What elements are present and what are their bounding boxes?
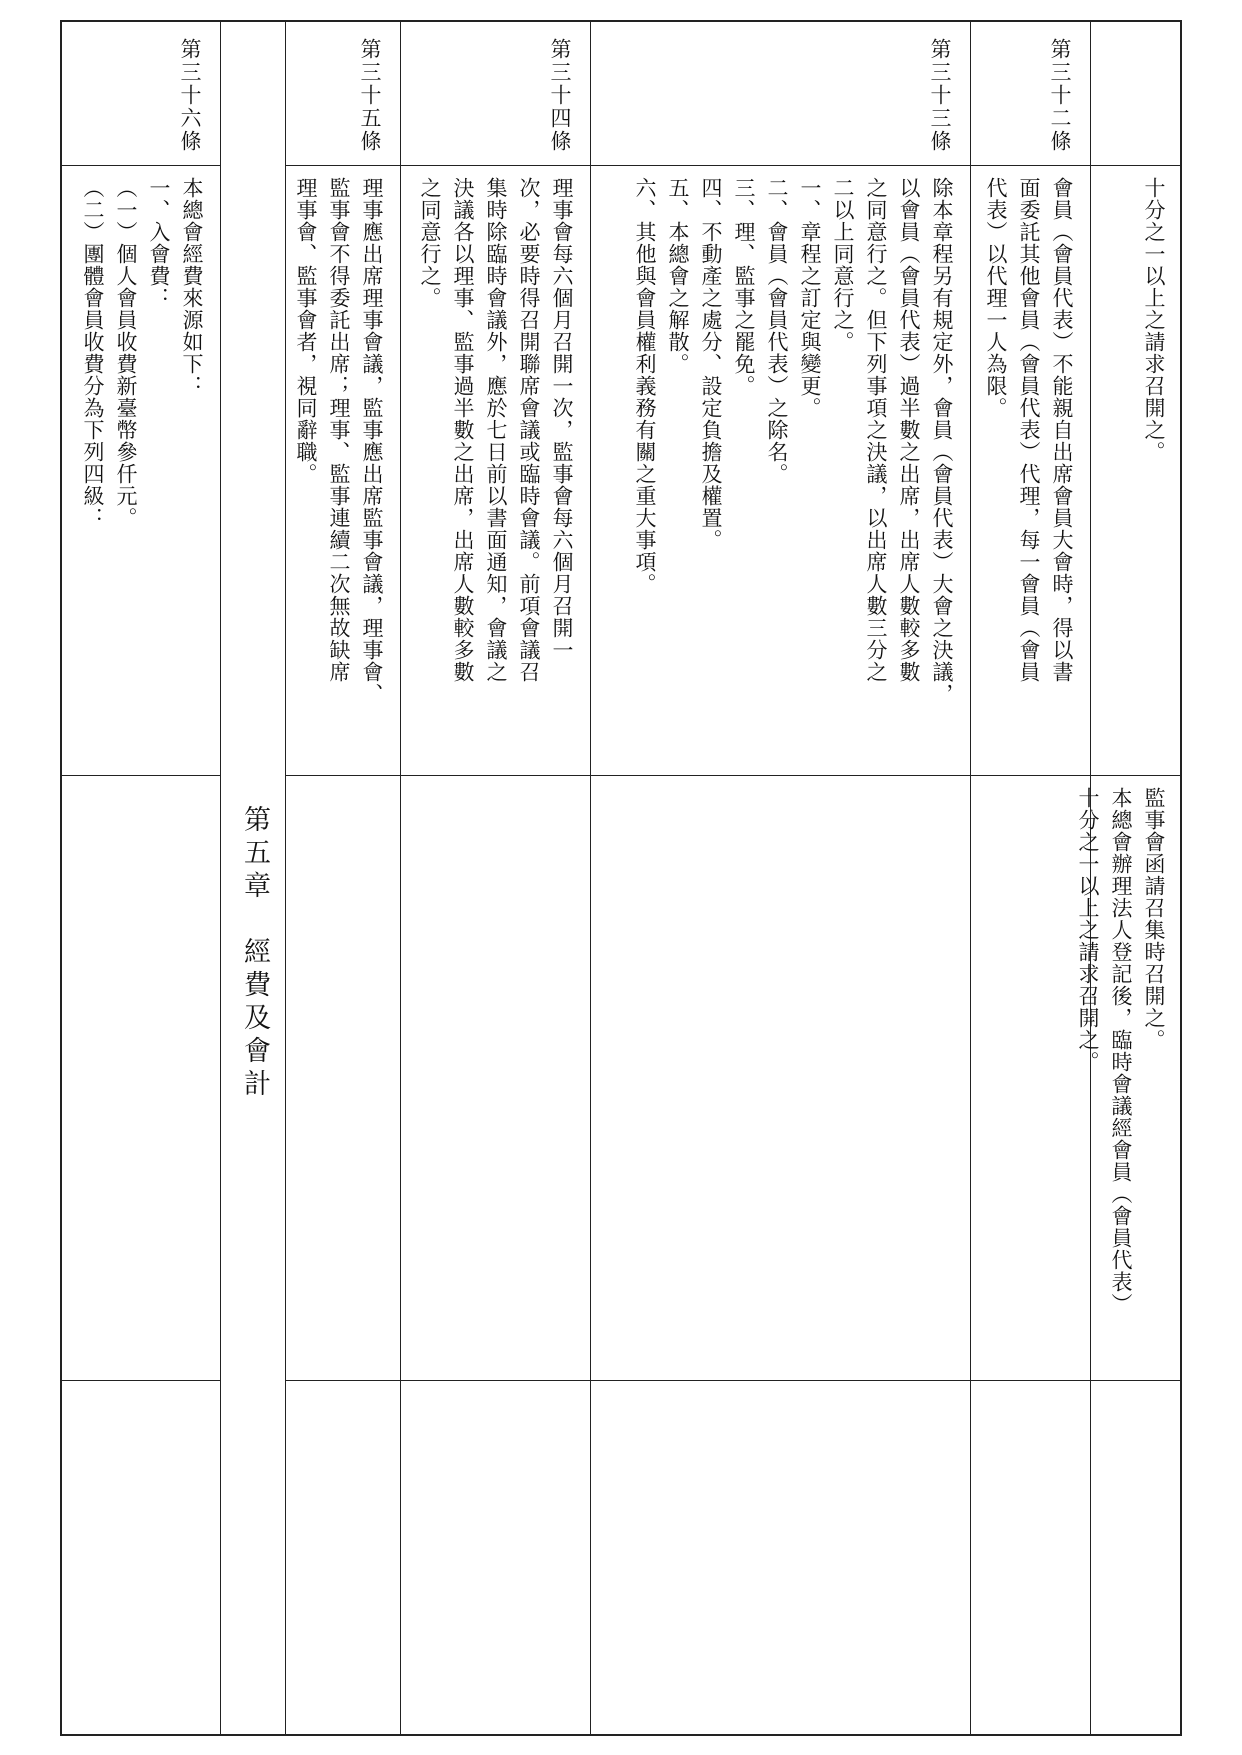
column-divider	[60, 775, 220, 776]
column-divider	[1090, 775, 1182, 776]
article-content: 本總會經費來源如下： 一、入會費： （一）個人會員收費新臺幣參仟元。 （二）團體會員收費分為下列四級：	[81, 177, 204, 529]
row-divider	[220, 20, 221, 1736]
article-content: 理事會每六個月召開一次，監事會每六個月召開一 次，必要時得召開聯席會議或臨時會議。前項會議召 集時除臨時會議外，應於七日前以書面通知，會議之 決議各以理事、監事過半數之出席，出席人數較多數 之同意行之。	[418, 177, 574, 683]
column-divider	[590, 775, 970, 776]
article-content: 除本章程另有規定外，會員（會員代表）大會之決議， 以會員（會員代表）過半數之出席，出席人數較多數 之同意行之。但下列事項之決議，以出席人數三分之 二以上同意行之。 一、章程之訂定與變更。 二、會員（會員代表）之除名。 三、理、監事之罷免。 四、不動產之處分、設定負擔及權置。 五、本總會之解散。 六、其他與會員權利義務有關之重大事項。	[633, 177, 954, 705]
column-divider	[400, 165, 590, 166]
chapter-heading: 第五章 經費及會計	[239, 805, 270, 1102]
row-divider	[970, 20, 971, 1736]
column-divider	[285, 1380, 400, 1381]
column-divider	[400, 775, 590, 776]
column-divider	[285, 165, 400, 166]
column-divider	[60, 1380, 220, 1381]
article-content: 十分之一以上之請求召開之。	[1142, 177, 1166, 463]
column-divider	[285, 775, 400, 776]
column-divider	[970, 1380, 1090, 1381]
article-content: 理事應出席理事會議，監事應出席監事會議，理事會、 監事會不得委託出席；理事、監事連續二次無故缺席 理事會、監事會者，視同辭職。	[294, 177, 384, 705]
article-note: 監事會函請召集時召開之。 本總會辦理法人登記後，臨時會議經會員（會員代表） 十分之一以上之請求召開之。	[1076, 787, 1166, 1315]
column-divider	[400, 1380, 590, 1381]
row-divider	[590, 20, 591, 1736]
article-number: 第三十二條	[1048, 38, 1072, 153]
article-number: 第三十四條	[548, 38, 572, 153]
column-divider	[60, 165, 220, 166]
article-number: 第三十三條	[928, 38, 952, 153]
row-divider	[400, 20, 401, 1736]
column-divider	[1090, 165, 1182, 166]
article-number: 第三十五條	[358, 38, 382, 153]
column-divider	[590, 1380, 970, 1381]
column-divider	[1090, 1380, 1182, 1381]
column-divider	[590, 165, 970, 166]
column-divider	[970, 775, 1090, 776]
article-number: 第三十六條	[178, 38, 202, 153]
column-divider	[970, 165, 1090, 166]
row-divider	[285, 20, 286, 1736]
article-content: 會員（會員代表）不能親自出席會員大會時，得以書 面委託其他會員（會員代表）代理，每一會員（會員 代表）以代理一人為限。	[984, 177, 1074, 683]
